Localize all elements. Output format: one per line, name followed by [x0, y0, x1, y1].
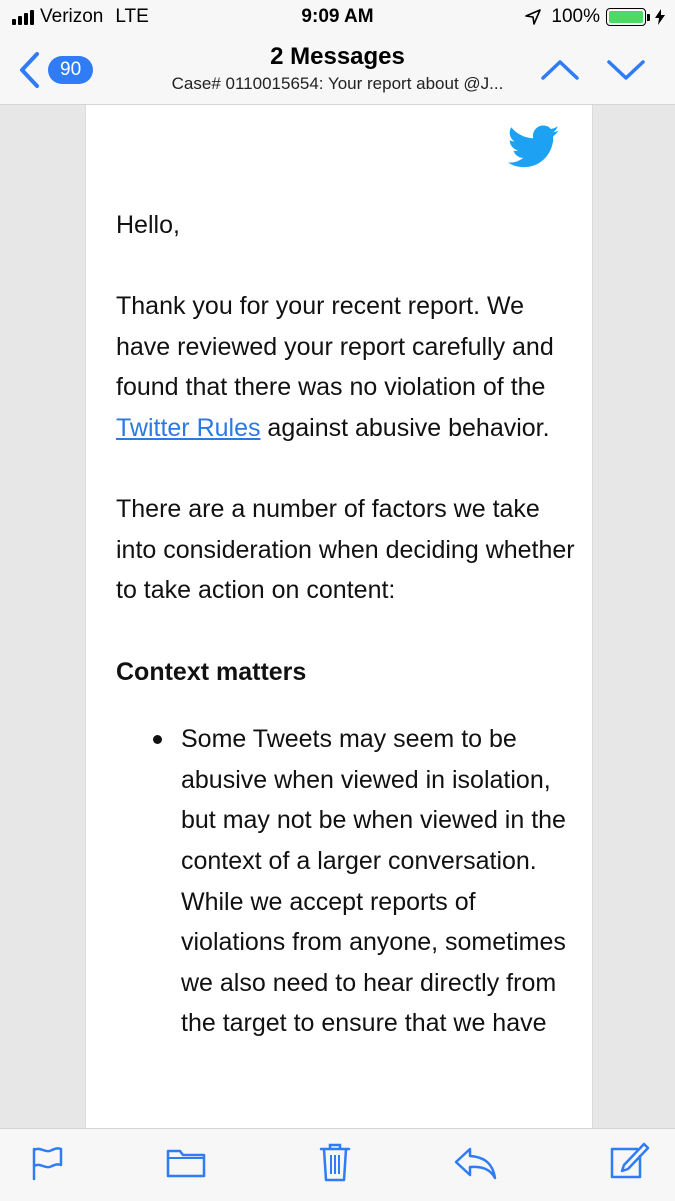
battery-percent: 100%	[551, 6, 600, 27]
status-right	[525, 6, 665, 28]
paragraph-text: Thank you for your recent report. We have reviewed your report carefully and found that there was no violation of the	[116, 292, 554, 402]
chevron-up-icon[interactable]	[540, 52, 580, 88]
bullet-list	[116, 719, 576, 1044]
reply-icon[interactable]	[452, 1145, 498, 1181]
page-title: 2 Messages	[270, 43, 405, 70]
email-text	[116, 205, 576, 1044]
carrier-name: Verizon	[40, 6, 104, 27]
paragraph-factors: There are a number of factors we take into consideration when deciding whether to take action on content:	[116, 495, 575, 605]
twitter-rules-link[interactable]: Twitter Rules	[116, 413, 261, 442]
compose-icon[interactable]	[608, 1141, 650, 1181]
bottom-toolbar	[0, 1128, 675, 1201]
twitter-bird-icon	[508, 125, 560, 169]
paragraph-text: against abusive behavior.	[260, 413, 550, 442]
paragraph-report-result	[116, 286, 576, 448]
unread-count-badge: 90	[48, 56, 93, 84]
trash-icon[interactable]	[318, 1141, 352, 1183]
email-body-card	[85, 105, 593, 1128]
clock: 9:09 AM	[301, 6, 374, 27]
status-bar	[0, 0, 675, 36]
folder-icon[interactable]	[166, 1145, 206, 1179]
greeting: Hello,	[116, 211, 180, 239]
chevron-down-icon[interactable]	[606, 52, 646, 88]
back-chevron-icon	[16, 50, 42, 90]
back-button[interactable]	[16, 50, 93, 90]
battery-fill	[609, 11, 643, 23]
nav-title-block	[130, 42, 545, 96]
charging-bolt-icon	[655, 9, 665, 25]
battery-icon	[606, 8, 646, 26]
location-arrow-icon	[525, 9, 541, 25]
section-heading: Context matters	[116, 657, 307, 686]
network-type: LTE	[115, 6, 149, 27]
list-item: Some Tweets may seem to be abusive when viewed in isolation, but may not be when viewed in the context of a larger conversation. While we accept reports of violations from anyone, sometimes we also need to hear directly from the target to ensure that we have	[116, 719, 576, 1044]
battery-tip	[647, 14, 650, 21]
navigation-bar	[0, 36, 675, 105]
flag-icon[interactable]	[30, 1145, 64, 1181]
message-subject: Case# 0110015654: Your report about @J...	[171, 74, 504, 93]
message-content[interactable]	[0, 105, 675, 1128]
